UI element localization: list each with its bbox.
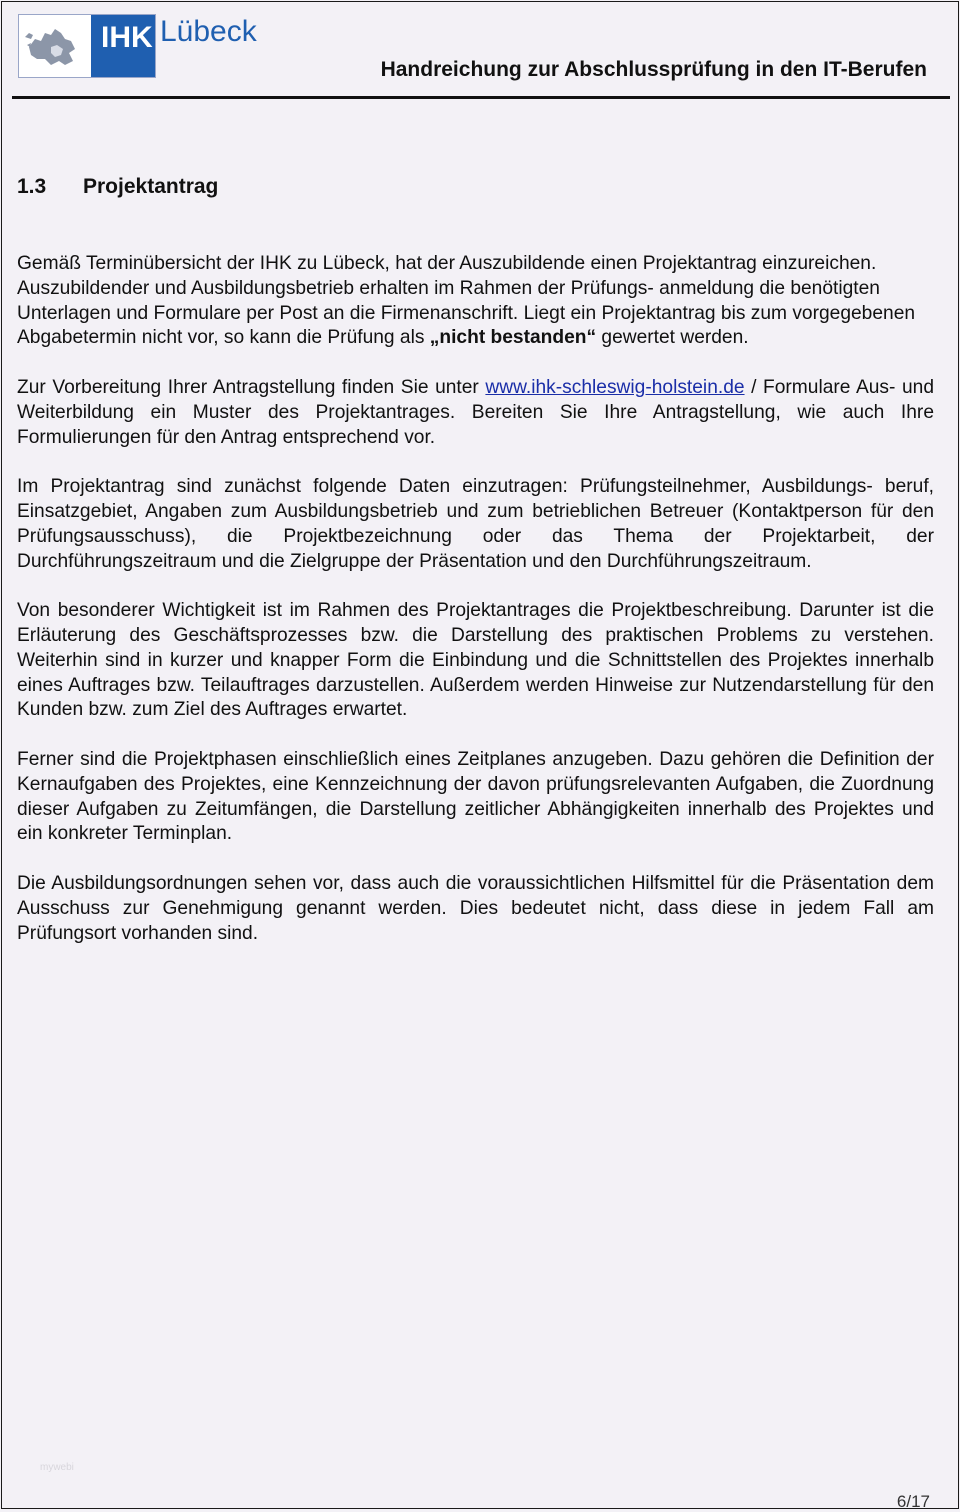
paragraph-5: Ferner sind die Projektphasen einschließlich eines Zeitplanes anzugeben. Dazu gehören die Definition der Kernaufgaben des Projektes, eine Kennzeichnung der davon prüfungsrelevanten Aufgaben, die Zuordnung dieser Aufgaben zu Zeitumfängen, die Darstellung zeitlicher Abhängigkeiten innerhalb des Projektes und ein konkreter Terminplan. [17,748,934,845]
paragraph-1-text-a: Gemäß Terminübersicht der IHK zu Lübeck, hat der Auszubildende einen Projektantrag einzureichen. Auszubildender und Ausbildungsbetrieb erhalten im Rahmen der Prüfungs- anmeldung die benötigten Unterlagen und Formulare per Post an die Firmenanschrift. Liegt ein Projektantrag bis zum vorgegebenen Abgabetermin nicht vor, so kann die Prüfung als [17,253,916,349]
page-number: 6/17 [896,1492,930,1511]
section-title: Projektantrag [83,175,219,198]
ihk-website-link[interactable]: www.ihk-schleswig-holstein.de [485,376,745,398]
section-heading [17,175,218,199]
paragraph-2 [17,376,934,450]
body-text [17,252,934,971]
logo-city-text: Lübeck [160,15,257,48]
paragraph-2-text-a: Zur Vorbereitung Ihrer Antragstellung finden Sie unter [17,376,486,398]
paragraph-1-bold: „nicht bestanden“ [429,327,597,349]
logo-ihk-text: IHK [101,21,153,54]
ihk-luebeck-logo [18,14,156,78]
paragraph-4: Von besonderer Wichtigkeit ist im Rahmen des Projektantrages die Projektbeschreibung. Darunter ist die Erläuterung des Geschäftsprozesses bzw. die Darstellung des praktischen Problems zu verstehen. Weiterhin sind in kurzer und knapper Form die Einbindung und die Schnittstellen des Projektes innerhalb eines Auftrages bzw. Teilauftrages darzustellen. Außerdem werden Hinweise zur Nutzendarstellung für den Kunden bzw. zum Ziel des Auftrages erwartet. [17,600,934,721]
paragraph-6: Die Ausbildungsordnungen sehen vor, dass auch die voraussichtlichen Hilfsmittel für die Präsentation dem Ausschuss zur Genehmigung genannt werden. Dies bedeutet nicht, dass diese in jedem Fall am Prüfungsort vorhanden sind. [17,872,934,944]
paragraph-1-text-b: gewertet werden. [596,327,749,349]
paragraph-2-text-b: / Formulare Aus- und Weiterbildung ein Muster des Projektantrages. Bereiten Sie Ihre Antragstellung, wie auch Ihre Formulierungen für den Antrag entsprechend vor. [17,376,934,448]
section-number: 1.3 [17,175,47,198]
paragraph-1 [17,252,934,351]
header-divider [12,96,950,99]
schleswig-holstein-map-icon [21,17,91,75]
document-header-title: Handreichung zur Abschlussprüfung in den IT-Berufen [380,58,927,81]
paragraph-3: Im Projektantrag sind zunächst folgende Daten einzutragen: Prüfungsteilnehmer, Ausbildungs- beruf, Einsatzgebiet, Angaben zum Ausbildungsbetrieb und zum betrieblichen Betreuer (Kontaktperson für den Prüfungsausschuss), die Projektbezeichnung oder das Thema der Projektarbeit, der Durchführungszeitraum und die Zielgruppe der Präsentation und den Durchführungszeitraum. [17,476,934,572]
document-page [1,1,959,1509]
watermark-text: mywebi [40,1462,74,1473]
